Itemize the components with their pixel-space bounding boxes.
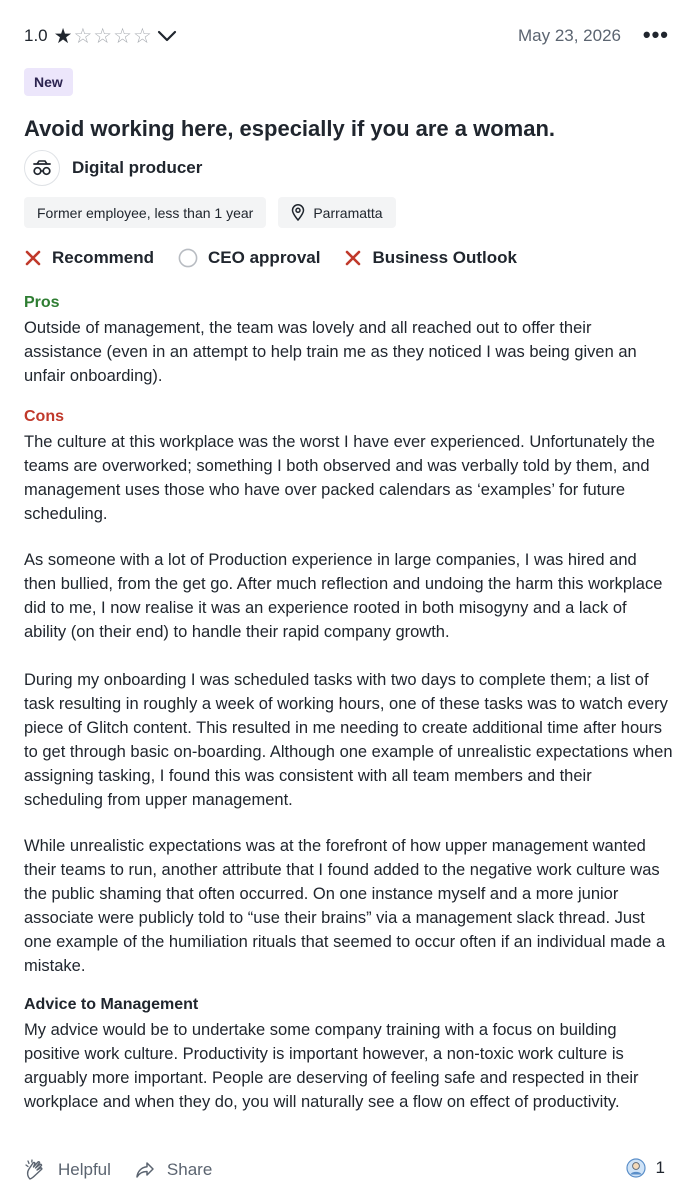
business-outlook-indicator <box>344 248 517 268</box>
star-rating <box>54 26 153 47</box>
share-label: Share <box>166 1160 213 1179</box>
business-outlook-label: Business Outlook <box>372 248 517 267</box>
location-label: Parramatta <box>313 204 383 221</box>
cons-heading: Cons <box>24 408 64 425</box>
chevron-down-icon[interactable] <box>157 29 177 43</box>
more-dots-icon[interactable]: ••• <box>642 22 669 47</box>
star-empty-icon: ☆ <box>93 24 113 48</box>
clap-icon <box>24 1159 46 1181</box>
share-arrow-icon <box>135 1161 155 1179</box>
review-footer <box>24 1158 673 1182</box>
advice-text: My advice would be to undertake some company training with a focus on building positive work culture. Productivity is important however, a non-toxic work culture is arguably more important. People are deserving of feeling safe and respected in their workplace and when they do, you will naturally see a flow on effect of productivity. <box>24 1021 639 1111</box>
new-badge: New <box>24 68 73 96</box>
helpful-count <box>626 1158 665 1178</box>
share-button[interactable] <box>135 1160 212 1180</box>
neutral-circle-icon <box>178 248 198 268</box>
star-empty-icon: ☆ <box>132 24 152 48</box>
cons-paragraph: As someone with a lot of Production experience in large companies, I was hired and then bullied, from the get go. After much reflection and undoing the harm this workplace did to me, I now realise it was an experience rooted in both misogyny and a lack of ability (on their end) to handle their rapid company growth. <box>24 551 663 641</box>
recommend-indicator <box>24 248 154 268</box>
rating-indicators <box>24 248 541 268</box>
location-chip <box>278 197 395 228</box>
pros-text: Outside of management, the team was lovely and all reached out to offer their assistance (even in an attempt to help train me as they noticed I was being given an unfair onboarding). <box>24 319 637 385</box>
helpful-button[interactable] <box>24 1159 111 1181</box>
x-icon <box>24 249 42 267</box>
reaction-avatar-icon <box>626 1158 646 1178</box>
cons-paragraph: During my onboarding I was scheduled tasks with two days to complete them; a list of task resulting in roughly a week of working hours, one of these tasks was to watch every piece of Glitch content. This resulted in me needing to create additional time after hours to get through basic on-boarding. Although one example of unrealistic expectations when assigning tasking, I found this was consistent with all team members and their scheduling from upper management. <box>24 671 673 809</box>
employment-status-chip <box>24 197 266 228</box>
reviewer-role <box>24 150 202 186</box>
location-pin-icon <box>291 204 305 221</box>
helpful-label: Helpful <box>58 1160 111 1179</box>
helpful-count-value: 1 <box>655 1158 665 1177</box>
star-filled-icon: ★ <box>53 24 73 48</box>
review-title: Avoid working here, especially if you are a woman. <box>24 116 556 141</box>
employment-status-label: Former employee, less than 1 year <box>37 204 254 221</box>
review-date: May 23, 2026 <box>517 26 621 45</box>
review-header <box>24 22 673 50</box>
job-title: Digital producer <box>72 158 203 177</box>
pros-heading: Pros <box>24 294 60 311</box>
x-icon <box>344 249 362 267</box>
cons-paragraph: While unrealistic expectations was at the forefront of how upper management wanted their teams to run, another attribute that I found added to the negative work culture was the public shaming that often occurred. On one instance myself and a more junior associate were publicly told to “use their brains” via a management slack thread. Just one example of the humiliation rituals that seemed to occur often if an individual made a mistake. <box>24 837 666 975</box>
ceo-approval-indicator <box>178 248 320 268</box>
ceo-approval-label: CEO approval <box>208 248 321 267</box>
company-logo-icon <box>24 150 60 186</box>
overall-rating: 1.0 <box>24 26 48 45</box>
advice-heading: Advice to Management <box>24 996 199 1013</box>
reviewer-details <box>24 197 408 228</box>
cons-paragraph: The culture at this workplace was the worst I have ever experienced. Unfortunately the teams are overworked; something I both observed and was verbally told by them, and management uses those who have over packed calendars as ‘examples’ for future scheduling. <box>24 433 655 523</box>
star-empty-icon: ☆ <box>73 24 93 48</box>
star-empty-icon: ☆ <box>113 24 132 48</box>
recommend-label: Recommend <box>52 248 155 267</box>
